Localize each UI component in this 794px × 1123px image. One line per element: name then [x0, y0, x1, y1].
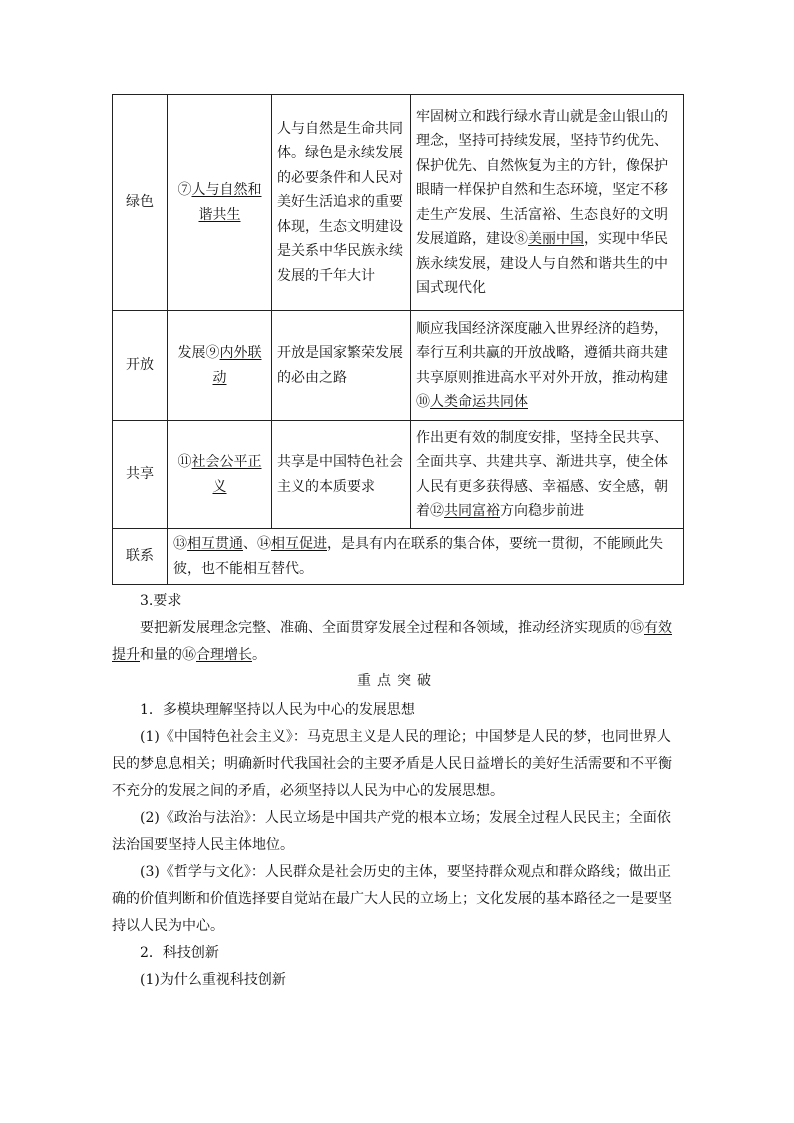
concept-name: 共享: [113, 421, 168, 529]
point-title: 1．多模块理解坚持以人民为中心的发展思想: [140, 702, 415, 718]
section-requirements: [112, 588, 682, 669]
concept-name: 开放: [113, 311, 168, 421]
concept-key: ⑪社会公平正义: [168, 421, 272, 529]
section-paragraph: 要把新发展理念完整、准确、全面贯穿发展全过程和各领域，推动经济实现质的⑮有效提升和量的⑯合理增长。: [112, 620, 672, 663]
point-paragraph: (3)《哲学与文化》：人民群众是社会历史的主体，要坚持群众观点和群众路线；做出正确的价值判断和价值选择要自觉站在最广大人民的立场上；文化发展的基本路径之一是要坚持以人民为中心。: [112, 864, 672, 934]
concept-requirement: 牢固树立和践行绿水青山就是金山银山的理念，坚持可持续发展，坚持节约优先、保护优先、自然恢复为主的方针，像保护眼睛一样保护自然和生态环境，坚定不移走生产发展、生活富裕、生态良好的文明发展道路，建设⑧美丽中国，实现中华民族永续发展，建设人与自然和谐共生的中国式现代化: [411, 95, 684, 311]
concept-key: 发展⑨内外联动: [168, 311, 272, 421]
concept-role: 人与自然是生命共同体。绿色是永续发展的必要条件和人民对美好生活追求的重要体现，生态文明建设是关系中华民族永续发展的千年大计: [272, 95, 411, 311]
table-row-link: [113, 529, 684, 585]
point-title: 2．科技创新: [140, 945, 219, 961]
table-row: [113, 311, 684, 421]
heading-key-points: 重点突破: [357, 673, 437, 689]
concept-requirement: 顺应我国经济深度融入世界经济的趋势，奉行互利共赢的开放战略，遵循共商共建共享原则推进高水平对外开放，推动构建⑩人类命运共同体: [411, 311, 684, 421]
concept-requirement: 作出更有效的制度安排，坚持全民共享、全面共享、共建共享、渐进共享，使全体人民有更多获得感、幸福感、安全感，朝着⑫共同富裕方向稳步前进: [411, 421, 684, 529]
point-paragraph: (1)《中国特色社会主义》：马克思主义是人民的理论；中国梦是人民的梦，也同世界人民的梦息息相关；明确新时代我国社会的主要矛盾是人民日益增长的美好生活需要和不平衡不充分的发展之间的矛盾，必须坚持以人民为中心的发展思想。: [112, 729, 672, 799]
link-name: 联系: [113, 529, 168, 585]
concept-table: [112, 94, 684, 585]
link-text: ⑬相互贯通、⑭相互促进，是具有内在联系的集合体，要统一贯彻，不能顾此失彼，也不能相互替代。: [168, 529, 684, 585]
concept-role: 共享是中国特色社会主义的本质要求: [272, 421, 411, 529]
concept-key: ⑦人与自然和谐共生: [168, 95, 272, 311]
point-paragraph: (2)《政治与法治》：人民立场是中国共产党的根本立场；发展全过程人民民主；全面依法治国要坚持人民主体地位。: [112, 810, 671, 853]
key-points: [112, 697, 682, 994]
point-paragraph: (1)为什么重视科技创新: [140, 972, 286, 988]
table-row: [113, 95, 684, 311]
table-row: [113, 421, 684, 529]
concept-name: 绿色: [113, 95, 168, 311]
section-title: 3.要求: [140, 593, 182, 609]
concept-role: 开放是国家繁荣发展的必由之路: [272, 311, 411, 421]
